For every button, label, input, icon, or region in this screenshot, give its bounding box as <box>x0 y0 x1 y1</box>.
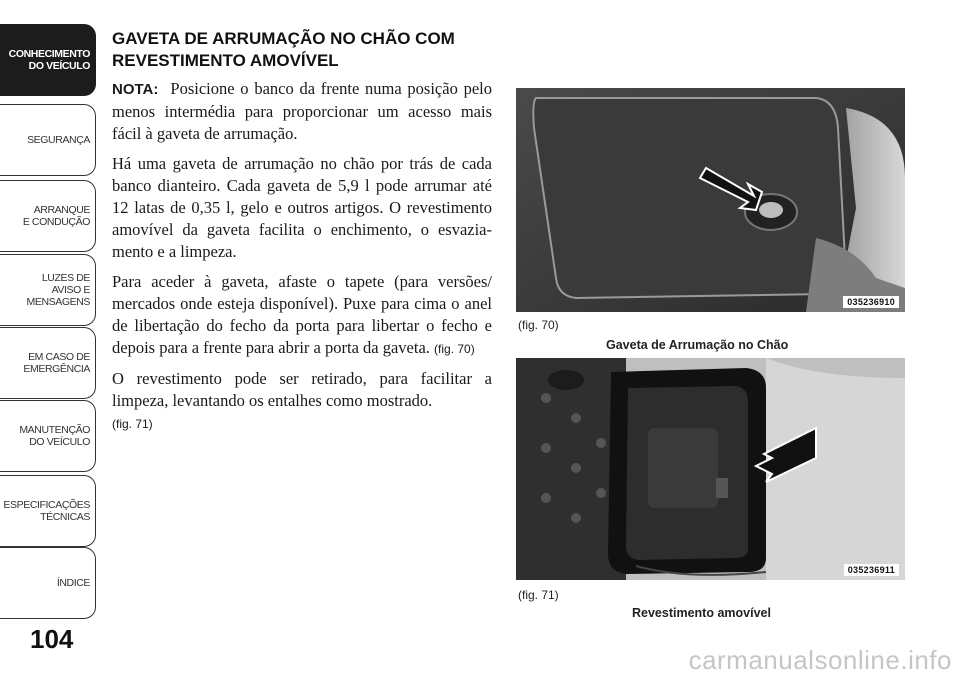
paragraph-access <box>112 271 492 360</box>
figure-71-label: (fig. 71) <box>518 588 559 602</box>
note-text: Posicione o banco da frente numa posição pelo menos intermédia para proporcionar um acesso mais fácil à gaveta de arrumação. <box>112 79 492 143</box>
note-label: NOTA: <box>112 81 159 98</box>
floor-bin-illustration <box>516 88 905 312</box>
figure-70-image <box>516 88 905 312</box>
tab-especificacoes-tecnicas[interactable]: ESPECIFICAÇÕES TÉCNICAS <box>0 475 96 547</box>
tab-indice[interactable]: ÍNDICE <box>0 547 96 619</box>
figure-70-label: (fig. 70) <box>518 318 559 332</box>
removable-liner-illustration <box>516 358 905 580</box>
page-number: 104 <box>30 624 74 654</box>
tab-manutencao-do-veiculo[interactable]: MANUTENÇÃO DO VEÍCULO <box>0 400 96 472</box>
tab-luzes-de-aviso[interactable]: LUZES DE AVISO E MENSAGENS <box>0 254 96 326</box>
paragraph-access-text: Para aceder à gaveta, afaste o tapete (para versões/ mercados onde esteja disponível). Puxe para cima o anel de libertação do fecho da porta para libertar o fecho e depois para a frente para abrir a porta da gaveta. <box>112 272 492 357</box>
paragraph-capacity: Há uma gaveta de arrumação no chão por trás de cada banco dianteiro. Cada gaveta de 5,9 l pode arrumar até 12 latas de 0,35 l, gelo e outros artigos. O revestimento amovível da gaveta facilita o enchimento, o esvazia-mento e a limpeza. <box>112 154 492 261</box>
main-text <box>112 28 492 435</box>
figure-71-caption: Revestimento amovível <box>632 606 771 620</box>
figure-71-image <box>516 358 905 580</box>
fig-70-reference[interactable]: (fig. 70) <box>434 342 475 356</box>
figure-70-code: 035236910 <box>843 296 899 308</box>
section-heading: GAVETA DE ARRUMAÇÃO NO CHÃO COM REVESTIMENTO AMOVÍVEL <box>112 29 455 70</box>
paragraph-liner <box>112 368 492 435</box>
paragraph-liner-text: O revestimento pode ser retirado, para facilitar a limpeza, levantando os entalhes como mostrado. <box>112 369 492 410</box>
tab-arranque-e-conducao[interactable]: ARRANQUE E CONDUÇÃO <box>0 180 96 252</box>
figure-71-code: 035236911 <box>844 564 899 576</box>
watermark: carmanualsonline.info <box>688 645 952 675</box>
tab-seguranca[interactable]: SEGURANÇA <box>0 104 96 176</box>
fig-71-reference[interactable]: (fig. 71) <box>112 417 153 431</box>
figure-70-caption: Gaveta de Arrumação no Chão <box>606 338 789 352</box>
tab-conhecimento-do-veiculo[interactable]: CONHECIMENTO DO VEÍCULO <box>0 24 96 96</box>
note-paragraph <box>112 78 492 145</box>
tab-em-caso-de-emergencia[interactable]: EM CASO DE EMERGÊNCIA <box>0 327 96 399</box>
